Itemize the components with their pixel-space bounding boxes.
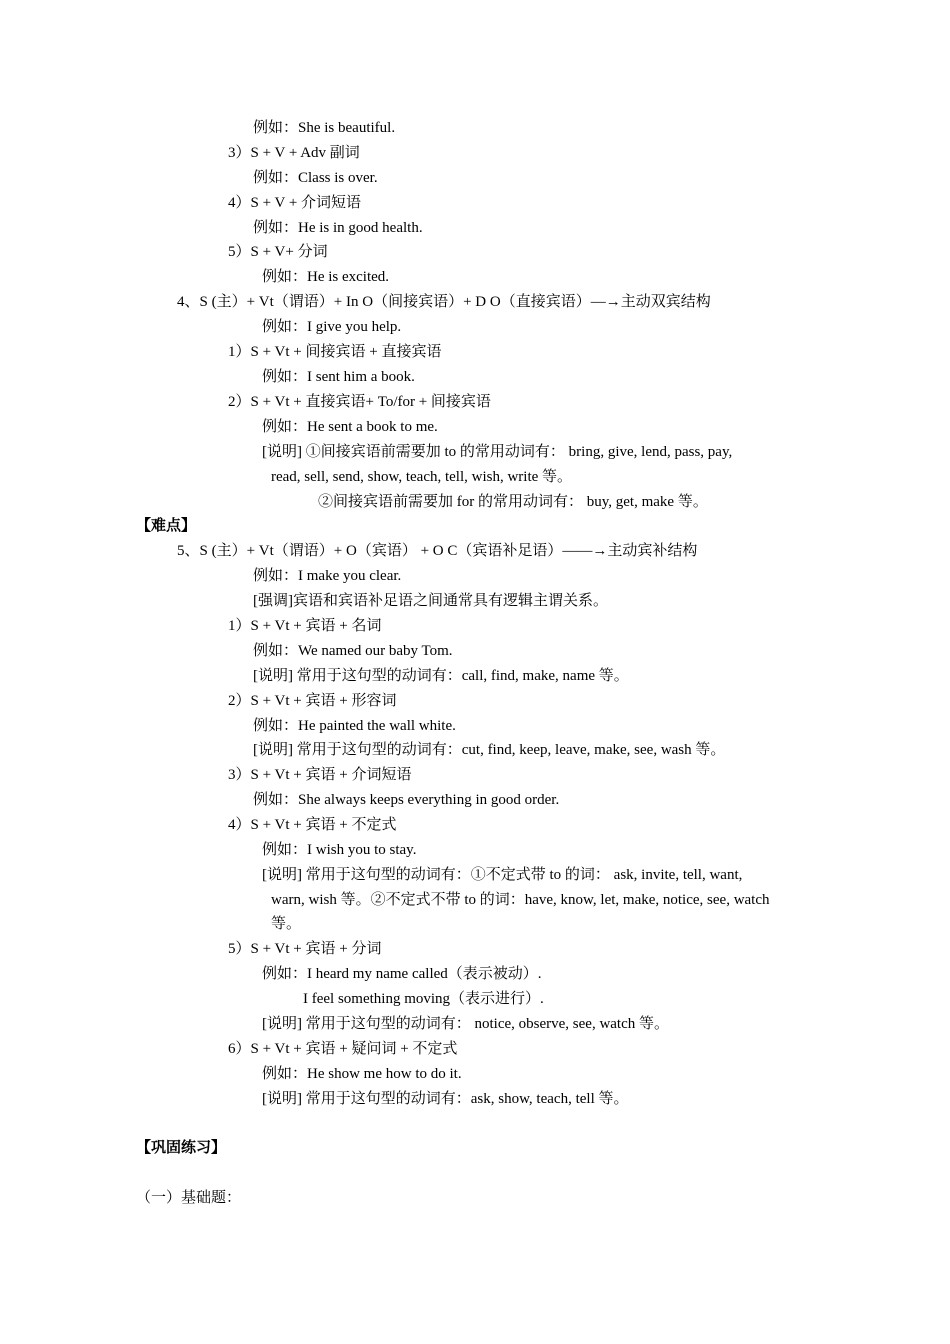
pattern-item: 3）S + Vt + 宾语 + 介词短语 [228,767,412,783]
example-line: 例如：I give you help. [262,319,402,335]
pattern-item: 2）S + Vt + 宾语 + 形容词 [228,693,397,709]
example-line: 例如：He painted the wall white. [253,718,456,734]
note-line: warn, wish 等。②不定式不带 to 的词：have, know, let, make, notice, see, watch [271,892,770,908]
emphasis-line: [强调]宾语和宾语补足语之间通常具有逻辑主谓关系。 [253,593,608,609]
example-line: 例如：I sent him a book. [262,369,415,385]
pattern-item: 2）S + Vt + 直接宾语+ To/for + 间接宾语 [228,394,491,410]
note-line: ②间接宾语前需要加 for 的常用动词有： buy, get, make 等。 [318,494,708,510]
note-line: [说明] 常用于这句型的动词有：ask, show, teach, tell 等。 [262,1091,629,1107]
example-line: 例如：He is excited. [262,269,390,285]
example-line: 例如：We named our baby Tom. [253,643,453,659]
example-line: 例如：He show me how to do it. [262,1066,462,1082]
example-line: 例如：He is in good health. [253,220,423,236]
practice-heading: 【巩固练习】 [136,1140,227,1156]
example-line: 例如：I make you clear. [253,568,402,584]
pattern-item: 5）S + V+ 分词 [228,244,328,260]
note-line: read, sell, send, show, teach, tell, wish, write 等。 [271,469,573,485]
note-line: [说明] ①间接宾语前需要加 to 的常用动词有： bring, give, lend, pass, pay, [262,444,733,460]
note-line: [说明] 常用于这句型的动词有：cut, find, keep, leave, make, see, wash 等。 [253,742,726,758]
example-line: I feel something moving（表示进行）. [303,991,544,1007]
section-heading: 5、S (主）+ Vt（谓语）+ O（宾语） + O C（宾语补足语）——→主动宾补结构 [177,543,698,559]
example-line: 例如：She always keeps everything in good order. [253,792,560,808]
example-line: 例如：He sent a book to me. [262,419,438,435]
note-line: [说明] 常用于这句型的动词有：①不定式带 to 的词： ask, invite, tell, want, [262,867,743,883]
pattern-item: 6）S + Vt + 宾语 + 疑问词 + 不定式 [228,1041,458,1057]
difficulty-heading: 【难点】 [136,518,197,534]
pattern-item: 1）S + Vt + 宾语 + 名词 [228,618,382,634]
subsection-heading: （一）基础题： [136,1190,242,1206]
example-line: 例如：I wish you to stay. [262,842,417,858]
pattern-item: 3）S + V + Adv 副词 [228,145,360,161]
example-line: 例如：I heard my name called（表示被动）. [262,966,542,982]
pattern-item: 1）S + Vt + 间接宾语 + 直接宾语 [228,344,442,360]
pattern-item: 5）S + Vt + 宾语 + 分词 [228,941,382,957]
pattern-item: 4）S + Vt + 宾语 + 不定式 [228,817,397,833]
example-line: 例如：She is beautiful. [253,120,396,136]
note-line: [说明] 常用于这句型的动词有：call, find, make, name 等。 [253,668,629,684]
note-line: [说明] 常用于这句型的动词有： notice, observe, see, watch 等。 [262,1016,670,1032]
example-line: 例如：Class is over. [253,170,378,186]
section-heading: 4、S (主）+ Vt（谓语）+ In O（间接宾语）+ D O（直接宾语）—→主动双宾结构 [177,294,711,310]
pattern-item: 4）S + V + 介词短语 [228,195,362,211]
note-line: 等。 [271,916,302,932]
